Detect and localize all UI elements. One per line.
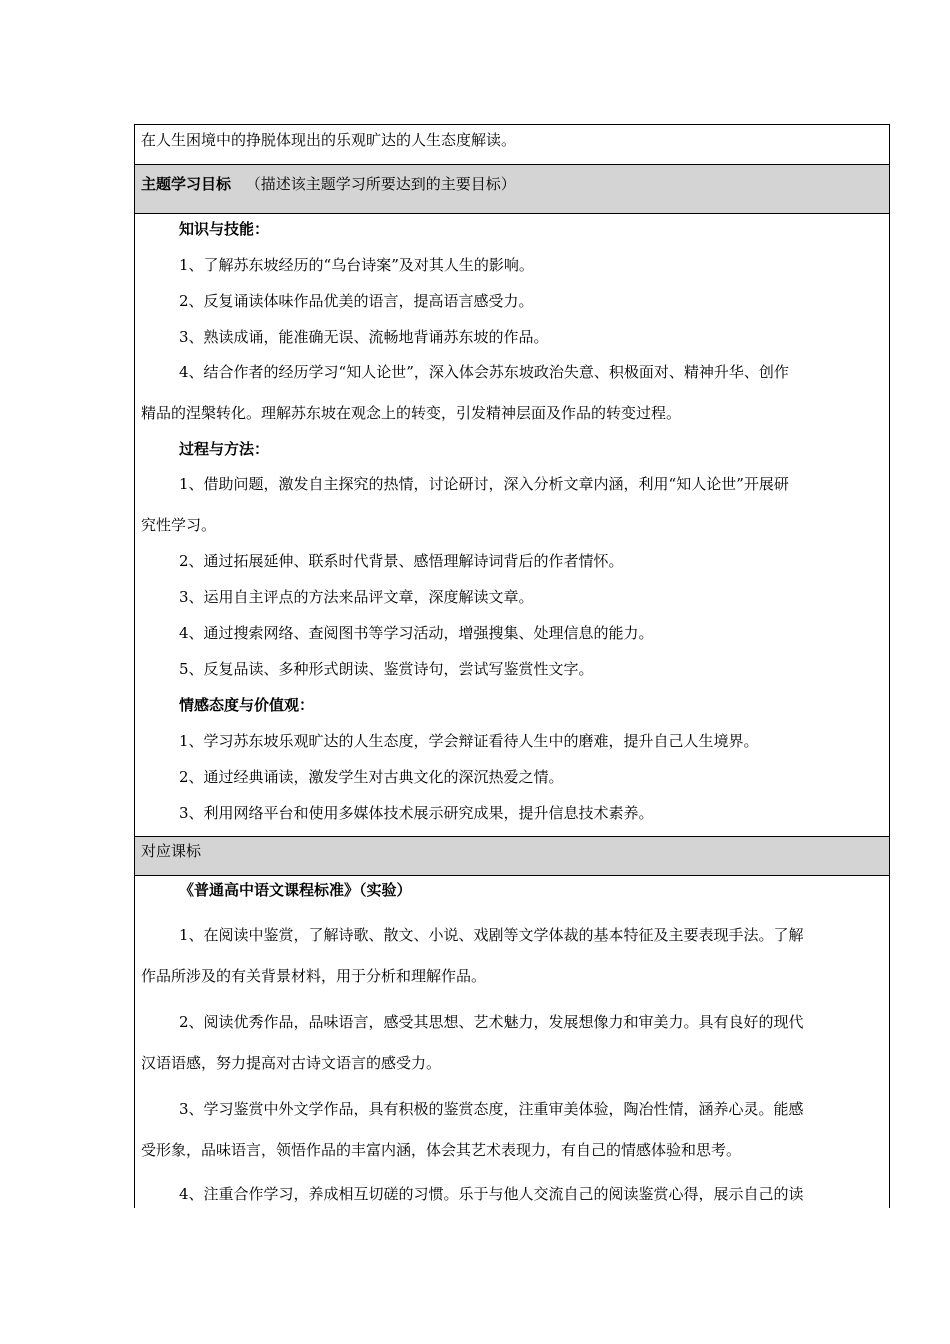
standard-item: 3、学习鉴赏中外文学作品，具有积极的鉴赏态度，注重审美体验，陶冶性情，涵养心灵。能感 (179, 1100, 804, 1118)
emotion-item: 3、利用网络平台和使用多媒体技术展示研究成果，提升信息技术素养。 (179, 804, 654, 822)
knowledge-item-cont: 精品的涅槃转化。理解苏东坡在观念上的转变，引发精神层面及作品的转变过程。 (141, 404, 682, 422)
knowledge-item: 1、了解苏东坡经历的“乌台诗案”及对其人生的影响。 (179, 256, 534, 274)
goals-body-cell (135, 214, 889, 837)
process-item: 3、运用自主评点的方法来品评文章，深度解读文章。 (179, 588, 534, 606)
standard-item-cont: 受形象，品味语言，领悟作品的丰富内涵，体会其艺术表现力，有自己的情感体验和思考。 (141, 1141, 742, 1159)
standard-item: 2、阅读优秀作品，品味语言，感受其思想、艺术魅力，发展想像力和审美力。具有良好的现代 (179, 1013, 804, 1031)
standard-item-cont: 汉语语感，努力提高对古诗文语言的感受力。 (141, 1054, 442, 1072)
process-item: 5、反复品读、多种形式朗读、鉴赏诗句，尝试写鉴赏性文字。 (179, 660, 594, 678)
goal-note: （描述该主题学习所要达到的主要目标） (245, 175, 516, 193)
process-item: 4、通过搜索网络、查阅图书等学习活动，增强搜集、处理信息的能力。 (179, 624, 654, 642)
process-item: 1、借助问题，激发自主探究的热情，讨论研讨，深入分析文章内涵，利用“知人论世”开展研 (179, 475, 789, 493)
lesson-plan-table (134, 124, 890, 1208)
knowledge-item: 3、熟读成诵，能准确无误、流畅地背诵苏东坡的作品。 (179, 328, 549, 346)
emotion-heading: 情感态度与价值观： (179, 696, 315, 714)
standard-item-cont: 作品所涉及的有关背景材料，用于分析和理解作品。 (141, 967, 487, 985)
standard-header-cell (135, 837, 889, 876)
knowledge-item: 2、反复诵读体味作品优美的语言，提高语言感受力。 (179, 292, 534, 310)
goal-title: 主题学习目标 (141, 175, 232, 193)
top-text-cell (135, 125, 889, 165)
emotion-item: 2、通过经典诵读，激发学生对古典文化的深沉热爱之情。 (179, 768, 564, 786)
goal-header-cell (135, 165, 889, 214)
process-item: 2、通过拓展延伸、联系时代背景、感悟理解诗词背后的作者情怀。 (179, 552, 624, 570)
knowledge-heading: 知识与技能： (179, 220, 270, 238)
knowledge-item: 4、结合作者的经历学习“知人论世”，深入体会苏东坡政治失意、积极面对、精神升华、创作 (179, 363, 789, 381)
top-text: 在人生困境中的挣脱体现出的乐观旷达的人生态度解读。 (141, 131, 517, 149)
process-heading: 过程与方法： (179, 440, 270, 458)
standard-item: 1、在阅读中鉴赏，了解诗歌、散文、小说、戏剧等文学体裁的基本特征及主要表现手法。了解 (179, 926, 804, 944)
standard-header: 对应课标 (141, 842, 202, 860)
standard-heading: 《普通高中语文课程标准》（实验） (179, 881, 412, 899)
standard-item: 4、注重合作学习，养成相互切磋的习惯。乐于与他人交流自己的阅读鉴赏心得，展示自己的读 (179, 1185, 804, 1203)
emotion-item: 1、学习苏东坡乐观旷达的人生态度，学会辩证看待人生中的磨难，提升自己人生境界。 (179, 732, 759, 750)
goal-header (141, 174, 516, 194)
standard-body-cell (135, 876, 889, 1209)
process-item-cont: 究性学习。 (141, 516, 217, 534)
